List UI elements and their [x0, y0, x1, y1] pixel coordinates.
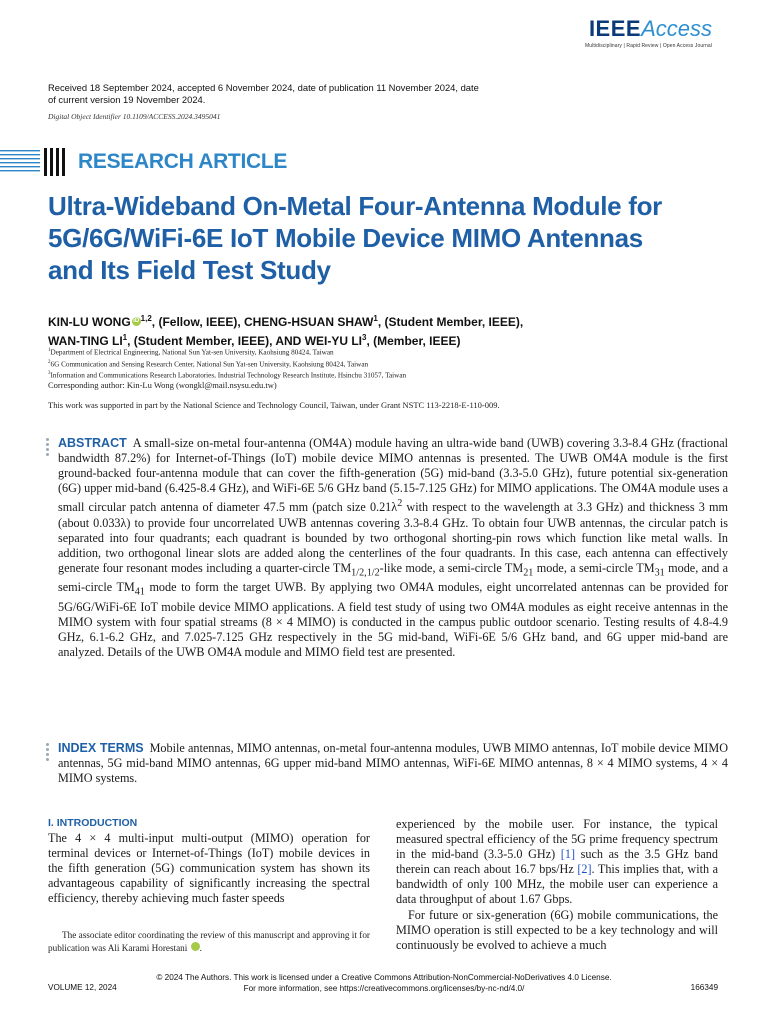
abstract-text: with respect to the wavelength at 3.3 GHz) and thickness 3 mm (about 0.033λ) to provide four uncorrelated UWB antennas covering 3.3-8.4 GHz. To obtain four UWB antennas, the circular patch is separated into four quadrants; each quadrant is bounded by two orthogonal shorting-pin rows which function like metal walls. In addition, two orthogonal linear slots are added along the centerlines of the four quadrants. In this case, each antenna can effectively generate four resonant modes including a quarter-circle TM — [58, 500, 728, 575]
index-terms-heading: INDEX TERMS — [58, 741, 144, 755]
index-terms-text: Mobile antennas, MIMO antennas, on-metal four-antenna modules, UWB MIMO antennas, IoT mobile device MIMO antennas, 5G mid-band MIMO antennas, 6G upper mid-band MIMO antennas, WiFi-6E MIMO antennas, 8 × 4 MIMO systems, 4 × 4 MIMO systems. — [58, 741, 729, 786]
abstract-text: A small-size on-metal four-antenna (OM4A) module having an ultra-wide band (UWB) covering 3.3-8.4 GHz (fractional bandwidth 87.2%) for Internet-of-Things (IoT) mobile device MIMO antennas is presented. The UWB OM4A module is the first ground-backed four-antenna module that can cover the fifth-generation (5G) mid-band (3.3-5.0 GHz), future potential six-generation (6G) upper mid-band (6.425-8.4 GHz), and WiFi-6E 5/6 GHz band (5.15-7.125 GHz) for MIMO applications. The OM4A module uses a small circular patch antenna of diameter 47.5 mm (patch size 0.21λ — [58, 436, 728, 515]
affiliation-item — [48, 358, 648, 370]
journal-brand — [585, 16, 712, 49]
author-name: KIN-LU WONG — [48, 315, 131, 329]
author-role: , (Student Member, IEEE), — [377, 315, 524, 329]
citation-link[interactable]: [2] — [577, 862, 592, 877]
doi[interactable]: Digital Object Identifier 10.1109/ACCESS.2024.3495041 — [48, 112, 221, 121]
citation-link[interactable]: [1] — [560, 847, 576, 862]
article-type-decoration — [0, 148, 70, 176]
abstract-sub: 41 — [134, 586, 145, 598]
orcid-icon[interactable]: iD — [133, 318, 140, 324]
author-role: , (Fellow, IEEE), — [151, 315, 245, 329]
author-affil: 1 — [122, 333, 128, 342]
author-affil: 1,2 — [140, 314, 152, 323]
author-name: WAN-TING LI — [48, 334, 123, 348]
abstract-sup: 2 — [397, 498, 403, 510]
volume-info: VOLUME 12, 2024 — [48, 983, 117, 992]
abstract-text: mode, a semi-circle TM — [533, 560, 655, 575]
editor-footnote: The associate editor coordinating the review of this manuscript and approving it for publication was Ali Karami Horestani iD. — [48, 930, 370, 953]
abstract-sub: 21 — [523, 567, 534, 579]
author-list — [48, 311, 648, 349]
article-type-label: RESEARCH ARTICLE — [78, 150, 288, 173]
orcid-icon[interactable]: iD — [191, 942, 200, 951]
received-dates: Received 18 September 2024, accepted 6 November 2024, date of publication 11 November 2024, date of current version 19 November 2024. — [48, 82, 479, 105]
author-affil: 1 — [373, 314, 378, 323]
body-column-right — [396, 817, 718, 953]
abstract-text: -like mode, a semi-circle TM — [379, 560, 524, 575]
body-text: experienced by the mobile user. For instance, the typical measured spectral efficiency of the 5G prime frequency spectrum in the mid-band (3.3-5.0 GHz) — [396, 817, 718, 862]
section-heading-introduction: I. INTRODUCTION — [48, 817, 138, 829]
author-affil: 3 — [362, 333, 367, 342]
body-column-left — [48, 831, 370, 906]
abstract-sub: 1/2,1/2 — [351, 567, 380, 579]
affiliation-text: Department of Electrical Engineering, National Sun Yat-sen University, Kaohsiung 80424, Taiwan — [50, 348, 334, 357]
body-text: such as the 3.5 GHz band therein can reach about 16.7 bps/Hz — [396, 847, 718, 877]
author-role: , (Member, IEEE) — [366, 334, 461, 348]
body-paragraph: For future or six-generation (6G) mobile communications, the MIMO operation is still expected to be a key technology and will continuously be evolved to achieve a much — [396, 907, 718, 952]
affiliation-marker: 3 — [48, 371, 51, 377]
body-text: . This implies that, with a bandwidth of only 100 MHz, the mobile user can experience a data throughput of about 1.67 Gbps. — [396, 862, 719, 907]
index-terms — [58, 741, 728, 786]
brand-tagline: Multidisciplinary | Rapid Review | Open Access Journal — [585, 43, 712, 49]
abstract-text: mode, and a semi-circle TM — [58, 560, 728, 595]
affiliation-item — [48, 346, 648, 358]
affiliation-text: Information and Communications Research Laboratories, Industrial Technology Research Institute, Hsinchu 31057, Taiwan — [50, 371, 407, 380]
brand-access: Access — [641, 16, 712, 41]
license-link[interactable]: For more information, see https://creativecommons.org/licenses/by-nc-nd/4.0/ — [243, 983, 525, 993]
funding-statement: This work was supported in part by the National Science and Technology Council, Taiwan, under Grant NSTC 113-2218-E-110-009. — [48, 400, 500, 410]
abstract-sub: 31 — [654, 567, 665, 579]
page-number: 166349 — [690, 983, 718, 992]
abstract-text: mode to form the target UWB. By applying two OM4A modules, eight uncorrelated antennas can be provided for 5G/6G/WiFi-6E IoT mobile device MIMO applications. A field test study of using two OM4A modules as eight receive antennas in the MIMO system with four spatial streams (8 × 4 MIMO) is conducted in the campus public outdoor scenario. Testing results of 4.8-4.9 GHz, 6.1-6.2 GHz, and 7.025-7.125 GHz respectively in the 5G mid-band, WiFi-6E 5/6 GHz band, and 6G upper mid-band are analyzed. Details of the UWB OM4A module and MIMO field test are presented. — [58, 580, 729, 660]
abstract — [58, 436, 728, 660]
abstract-heading: ABSTRACT — [58, 436, 127, 450]
abstract-dots-icon — [46, 438, 50, 458]
author-name: CHENG-HSUAN SHAW — [244, 315, 374, 329]
body-paragraph — [396, 817, 718, 908]
affiliation-marker: 1 — [48, 348, 51, 353]
paper-title: Ultra-Wideband On-Metal Four-Antenna Module for 5G/6G/WiFi-6E IoT Mobile Device MIMO Antennas and Its Field Test Study — [48, 191, 662, 285]
index-terms-dots-icon — [46, 743, 50, 763]
affiliations — [48, 346, 648, 381]
license-line: © 2024 The Authors. This work is licensed under a Creative Commons Attribution-NonCommercial-NoDerivatives 4.0 License. — [156, 973, 612, 982]
author-role: , (Student Member, IEEE), AND — [127, 334, 305, 348]
footnote-text: The associate editor coordinating the review of this manuscript and approving it for publication was Ali Karami Horestani — [48, 930, 370, 953]
affiliation-text: 6G Communication and Sensing Research Center, National Sun Yat-sen University, Kaohsiung 80424, Taiwan — [50, 359, 369, 368]
body-paragraph: The 4 × 4 multi-input multi-output (MIMO) operation for terminal devices or Internet-of-Things (IoT) mobile devices in the fifth generation (5G) communication system has shown its advantageous capability of significantly increasing the spectral efficiency, thereby achieving much faster speeds — [48, 831, 370, 906]
author-name: WEI-YU LI — [304, 334, 363, 348]
affiliation-marker: 2 — [48, 359, 51, 365]
brand-ieee: IEEE — [588, 16, 642, 41]
corresponding-author: Corresponding author: Kin-Lu Wong (wongkl@mail.nsysu.edu.tw) — [48, 380, 277, 390]
